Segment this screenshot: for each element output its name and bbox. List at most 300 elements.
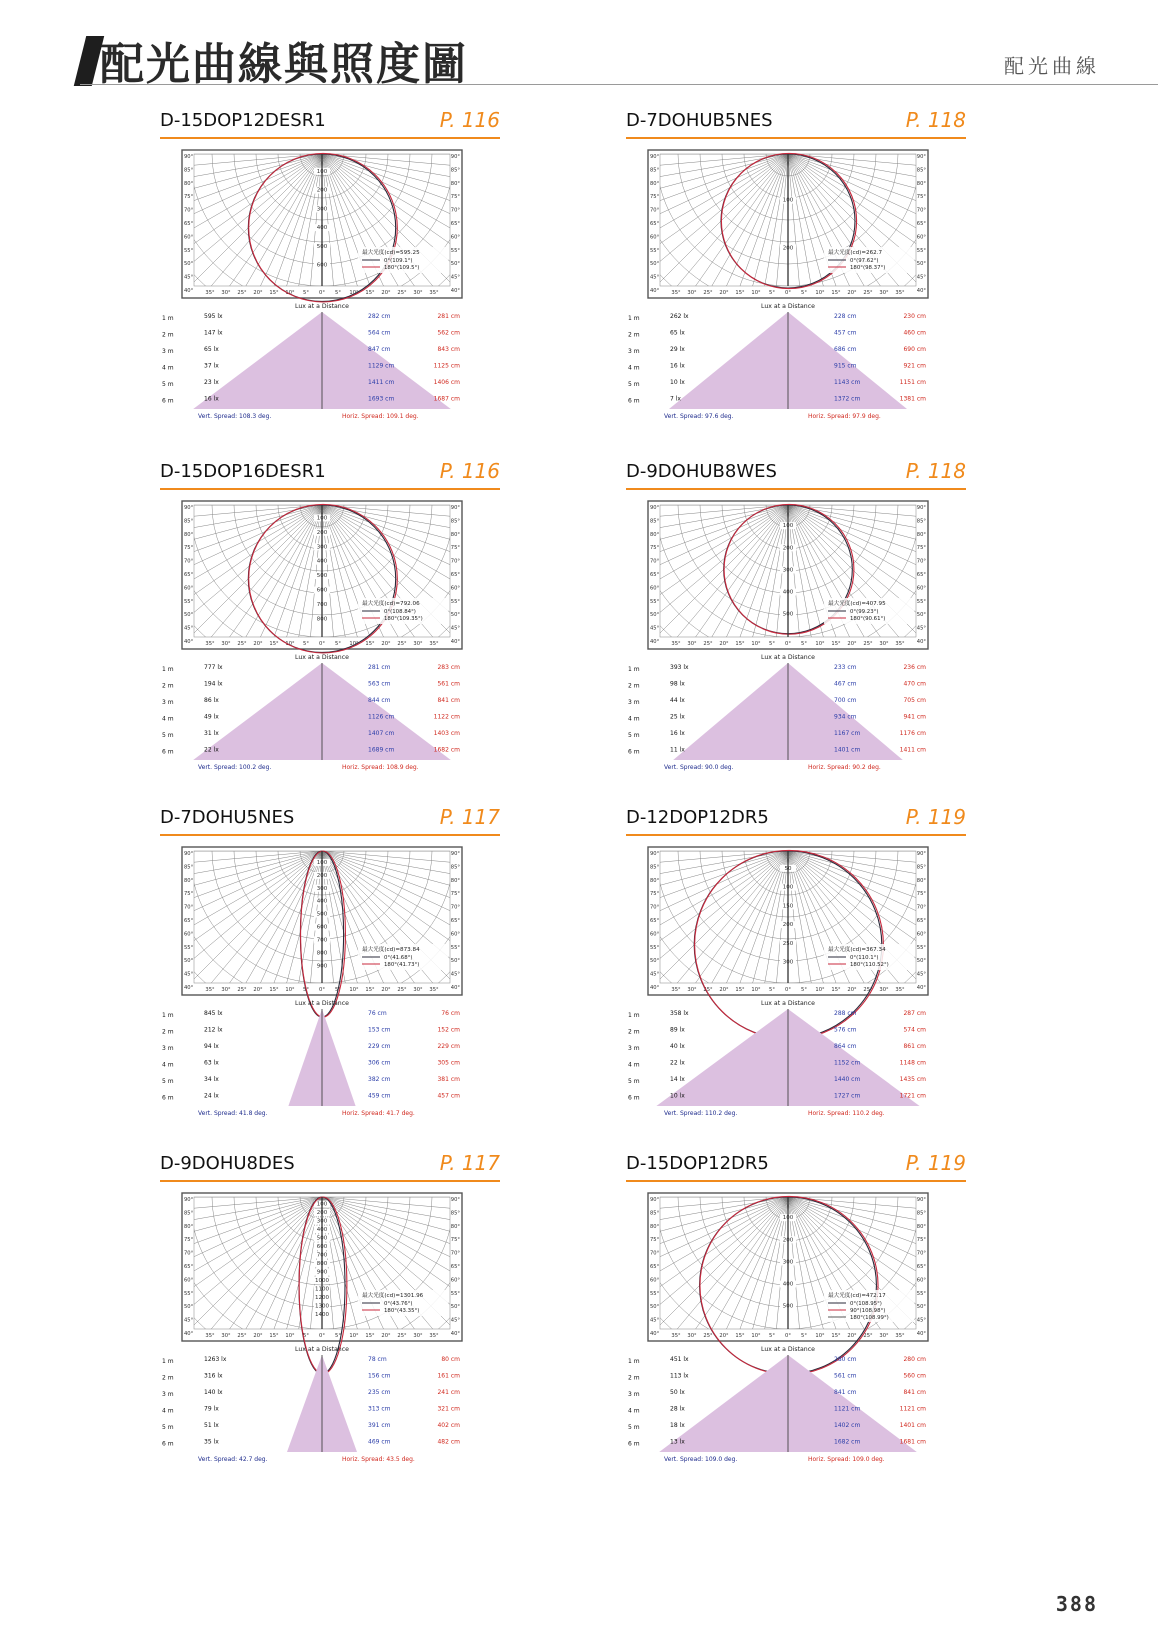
beam-diameter-v: 1693 cm [368,395,395,403]
angle-label-bottom: 25° [863,1333,873,1339]
lux-value: 10 lx [670,1092,685,1100]
beam-diameter-h: 941 cm [903,713,926,721]
angle-label-left: 85° [184,518,194,525]
product-card [160,461,500,801]
distance-label: 6 m [162,397,174,405]
title-underline [160,488,500,490]
legend-series: 180°(109.35°) [384,616,423,622]
angle-label-left: 50° [650,958,660,965]
angle-label-right: 80° [916,180,926,187]
angle-label-left: 70° [650,558,660,565]
catalog-page-ref: P. 118 [905,108,966,132]
angle-label-bottom: 0° [785,1333,791,1339]
angle-label-left: 85° [650,167,660,174]
angle-label-bottom: 10° [285,1333,295,1339]
horizontal-spread: Horiz. Spread: 43.5 deg. [342,1456,415,1463]
lux-value: 79 lx [204,1405,219,1413]
beam-diameter-h: 470 cm [903,680,926,688]
lux-value: 86 lx [204,697,219,704]
angle-label-right: 70° [450,904,460,911]
angle-label-right: 75° [450,891,460,898]
angle-label-bottom: 20° [847,641,857,647]
angle-label-left: 60° [650,585,660,592]
angle-label-bottom: 30° [687,641,697,647]
legend-series: 90°(108.98°) [850,1308,886,1314]
page-title: 配光曲線與照度圖 [100,39,468,90]
lux-value: 451 lx [670,1356,689,1363]
angle-label-bottom: 25° [237,641,247,647]
angle-label-bottom: 20° [847,987,857,993]
angle-label-left: 75° [184,891,194,898]
angle-label-bottom: 20° [253,290,263,296]
title-underline [626,488,966,490]
angle-label-bottom: 5° [335,1333,341,1339]
beam-diameter-v: 469 cm [368,1438,391,1446]
angle-label-left: 40° [184,288,194,294]
angle-label-bottom: 25° [397,641,407,647]
lux-value: 23 lx [204,379,219,386]
angle-label-right: 45° [916,625,926,632]
angle-label-bottom: 5° [769,987,775,993]
distance-label: 3 m [628,1045,640,1052]
lux-value: 98 lx [670,680,685,688]
page-number: 388 [1055,1592,1098,1616]
distance-label: 5 m [628,1078,640,1085]
angle-label-left: 45° [650,1317,660,1324]
angle-label-bottom: 10° [751,1333,761,1339]
angle-label-right: 55° [450,1290,460,1297]
angle-label-left: 70° [184,558,194,565]
angle-label-right: 50° [916,958,926,965]
distance-label: 2 m [162,682,174,690]
beam-diameter-h: 861 cm [903,1043,926,1050]
beam-diameter-v: 233 cm [834,664,857,671]
angle-label-bottom: 15° [269,290,279,296]
product-card [160,1153,500,1493]
beam-diameter-v: 1440 cm [834,1076,861,1083]
lux-table-title: Lux at a Distance [295,654,349,661]
angle-label-bottom: 30° [221,1333,231,1339]
lux-value: 262 lx [670,313,689,320]
beam-diameter-h: 152 cm [437,1026,460,1034]
beam-diameter-h: 402 cm [437,1422,460,1429]
beam-diameter-v: 1727 cm [834,1092,861,1100]
legend-max-intensity: 最大光度(cd)=472.17 [828,1293,886,1299]
beam-diameter-v: 686 cm [834,346,857,353]
luminaire-photometric-figure [160,1189,490,1509]
angle-label-bottom: 5° [303,641,309,647]
model-name: D-7DOHUB5NES [626,110,773,131]
lux-value: 13 lx [670,1438,685,1446]
angle-label-bottom: 20° [719,290,729,296]
angle-label-bottom: 35° [895,290,905,296]
angle-label-left: 75° [184,1237,194,1244]
product-card [626,110,966,450]
beam-diameter-h: 236 cm [903,664,926,671]
angle-label-bottom: 10° [349,987,359,993]
angle-label-bottom: 15° [365,1333,375,1339]
luminaire-photometric-figure [160,146,490,466]
beam-diameter-h: 562 cm [437,329,460,337]
angle-label-bottom: 25° [863,641,873,647]
angle-label-bottom: 5° [801,641,807,647]
angle-label-right: 45° [916,971,926,978]
angle-label-right: 85° [450,167,460,174]
lux-value: 35 lx [204,1438,219,1446]
angle-label-bottom: 10° [751,641,761,647]
distance-label: 5 m [628,381,640,388]
angle-label-bottom: 35° [205,290,215,296]
beam-diameter-h: 705 cm [903,697,926,704]
angle-label-right: 80° [450,531,460,538]
angle-label-right: 85° [450,1210,460,1217]
beam-diameter-v: 1401 cm [834,746,861,754]
beam-diameter-h: 76 cm [441,1010,460,1017]
angle-label-left: 65° [650,221,660,227]
angle-label-left: 80° [650,531,660,538]
angle-label-bottom: 25° [703,1333,713,1339]
angle-label-bottom: 30° [221,290,231,296]
angle-label-right: 65° [450,1264,460,1270]
angle-label-bottom: 15° [831,987,841,993]
angle-label-right: 55° [450,944,460,951]
beam-diameter-v: 915 cm [834,362,857,370]
angle-label-left: 40° [184,985,194,991]
title-underline [626,137,966,139]
lux-value: 25 lx [670,713,685,721]
beam-diameter-h: 482 cm [437,1438,460,1446]
vertical-spread: Vert. Spread: 100.2 deg. [198,764,272,771]
angle-label-left: 75° [650,1237,660,1244]
lux-distance-table [628,654,926,771]
angle-label-right: 40° [916,985,926,991]
angle-label-bottom: 25° [397,290,407,296]
legend-max-intensity: 最大光度(cd)=262.7 [828,250,883,256]
beam-diameter-h: 1682 cm [433,746,460,754]
distance-label: 6 m [162,1440,174,1448]
legend-series: 180°(109.5°) [384,265,420,271]
angle-label-right: 75° [916,1237,926,1244]
distance-label: 3 m [162,348,174,355]
angle-label-left: 85° [650,518,660,525]
angle-label-bottom: 25° [237,987,247,993]
beam-diameter-h: 305 cm [437,1059,460,1067]
angle-label-left: 90° [184,851,194,857]
angle-label-left: 45° [184,274,194,281]
beam-diameter-v: 457 cm [834,329,857,337]
beam-diameter-h: 1381 cm [899,395,926,403]
angle-label-left: 90° [650,505,660,511]
beam-diameter-h: 80 cm [441,1356,460,1363]
angle-label-left: 55° [184,598,194,605]
angle-label-left: 75° [184,194,194,201]
angle-label-bottom: 20° [253,1333,263,1339]
angle-label-right: 45° [450,274,460,281]
lux-value: 595 lx [204,313,223,320]
horizontal-spread: Horiz. Spread: 109.1 deg. [342,413,419,420]
lux-table-title: Lux at a Distance [761,1000,815,1007]
beam-diameter-h: 1681 cm [899,1438,926,1446]
angle-label-left: 85° [650,1210,660,1217]
angle-label-bottom: 5° [303,1333,309,1339]
beam-diameter-v: 1143 cm [834,379,861,386]
angle-label-left: 70° [650,1250,660,1257]
angle-label-left: 65° [650,1264,660,1270]
angle-label-right: 60° [916,1277,926,1284]
angle-label-right: 40° [450,288,460,294]
angle-label-right: 65° [916,572,926,578]
legend-series: 0°(99.23°) [850,609,879,615]
angle-label-left: 40° [184,639,194,645]
beam-diameter-h: 287 cm [903,1010,926,1017]
angle-label-right: 90° [450,1197,460,1203]
beam-diameter-v: 1682 cm [834,1438,861,1446]
angle-label-left: 80° [184,1223,194,1230]
beam-diameter-h: 561 cm [437,680,460,688]
angle-label-bottom: 30° [221,987,231,993]
angle-label-bottom: 35° [429,641,439,647]
angle-label-right: 45° [916,1317,926,1324]
catalog-page-ref: P. 118 [905,459,966,483]
horizontal-spread: Horiz. Spread: 41.7 deg. [342,1110,415,1117]
beam-diameter-v: 1121 cm [834,1405,861,1413]
distance-label: 6 m [162,748,174,756]
angle-label-bottom: 30° [879,1333,889,1339]
legend-series: 180°(90.61°) [850,616,886,622]
angle-label-bottom: 30° [413,290,423,296]
lux-value: 65 lx [670,329,685,337]
beam-diameter-v: 1126 cm [368,713,395,721]
lux-value: 212 lx [204,1026,223,1034]
lux-distance-table [628,303,926,420]
beam-diameter-v: 561 cm [834,1372,857,1380]
legend-series: 180°(41.73°) [384,962,420,968]
distance-label: 1 m [628,1012,640,1019]
horizontal-spread: Horiz. Spread: 90.2 deg. [808,764,881,771]
angle-label-left: 85° [184,864,194,871]
angle-label-left: 85° [184,1210,194,1217]
distance-label: 3 m [162,1391,174,1398]
legend-series: 0°(109.1°) [384,258,413,264]
angle-label-right: 85° [916,864,926,871]
angle-label-bottom: 20° [381,1333,391,1339]
angle-label-bottom: 35° [671,641,681,647]
distance-label: 2 m [162,331,174,339]
lux-table-title: Lux at a Distance [295,1000,349,1007]
angle-label-left: 60° [184,234,194,241]
beam-diameter-v: 563 cm [368,680,391,688]
product-card [160,110,500,450]
beam-diameter-h: 241 cm [437,1389,460,1396]
lux-value: 16 lx [670,362,685,370]
distance-label: 6 m [628,748,640,756]
distance-label: 2 m [162,1374,174,1382]
angle-label-bottom: 30° [413,1333,423,1339]
distance-label: 6 m [628,1094,640,1102]
distance-label: 1 m [628,315,640,322]
legend-max-intensity: 最大光度(cd)=407.95 [828,601,886,607]
angle-label-left: 70° [650,904,660,911]
angle-label-bottom: 0° [319,290,325,296]
angle-label-left: 55° [184,247,194,254]
beam-diameter-h: 283 cm [437,664,460,671]
angle-label-left: 50° [184,612,194,619]
angle-label-bottom: 20° [381,987,391,993]
lux-distance-table [162,654,460,771]
lux-value: 34 lx [204,1076,219,1083]
angle-label-left: 65° [184,221,194,227]
lux-value: 51 lx [204,1422,219,1429]
angle-label-bottom: 5° [769,1333,775,1339]
beam-diameter-h: 1401 cm [899,1422,926,1429]
angle-label-left: 90° [184,1197,194,1203]
angle-label-left: 80° [650,180,660,187]
lux-value: 11 lx [670,746,685,754]
distance-label: 4 m [628,364,640,372]
lux-value: 29 lx [670,346,685,353]
angle-label-right: 65° [916,918,926,924]
beam-diameter-v: 156 cm [368,1372,391,1380]
lux-value: 316 lx [204,1372,223,1380]
beam-diameter-v: 235 cm [368,1389,391,1396]
angle-label-left: 90° [184,505,194,511]
beam-diameter-h: 841 cm [903,1389,926,1396]
lux-table-title: Lux at a Distance [295,303,349,310]
lux-distance-table [162,1000,460,1117]
angle-label-bottom: 20° [253,987,263,993]
product-card [160,807,500,1147]
legend-max-intensity: 最大光度(cd)=792.06 [362,601,420,607]
distance-label: 2 m [628,331,640,339]
legend-max-intensity: 最大光度(cd)=873.84 [362,947,420,953]
lux-value: 22 lx [204,746,219,754]
angle-label-right: 90° [450,154,460,160]
angle-label-right: 65° [916,1264,926,1270]
distance-label: 4 m [162,1061,174,1069]
lux-table-title: Lux at a Distance [761,654,815,661]
luminaire-photometric-figure [626,497,956,817]
angle-label-right: 80° [916,531,926,538]
distance-label: 4 m [628,1407,640,1415]
angle-label-right: 85° [916,518,926,525]
angle-label-right: 75° [450,545,460,552]
beam-diameter-v: 1152 cm [834,1059,861,1067]
vertical-spread: Vert. Spread: 108.3 deg. [198,413,272,420]
angle-label-bottom: 30° [413,641,423,647]
distance-label: 3 m [162,1045,174,1052]
beam-diameter-v: 1167 cm [834,730,861,737]
angle-label-left: 55° [650,247,660,254]
legend-series: 180°(110.52°) [850,962,889,968]
beam-diameter-v: 391 cm [368,1422,391,1429]
angle-label-left: 70° [184,207,194,214]
catalog-page-ref: P. 117 [439,805,500,829]
angle-label-left: 50° [650,1304,660,1311]
vertical-spread: Vert. Spread: 90.0 deg. [664,764,734,771]
lux-distance-table [628,1000,926,1117]
angle-label-right: 80° [916,1223,926,1230]
angle-label-right: 45° [450,971,460,978]
angle-label-right: 80° [450,180,460,187]
distance-label: 4 m [628,715,640,723]
legend-max-intensity: 最大光度(cd)=595.25 [362,250,420,256]
beam-diameter-v: 1407 cm [368,730,395,737]
catalog-page-ref: P. 116 [439,459,500,483]
model-name: D-12DOP12DR5 [626,807,769,828]
angle-label-right: 60° [450,234,460,241]
lux-value: 89 lx [670,1026,685,1034]
angle-label-bottom: 20° [253,641,263,647]
angle-label-left: 45° [184,625,194,632]
horizontal-spread: Horiz. Spread: 97.9 deg. [808,413,881,420]
lux-value: 49 lx [204,713,219,721]
angle-label-bottom: 10° [285,987,295,993]
angle-label-bottom: 20° [719,987,729,993]
angle-label-left: 50° [184,958,194,965]
angle-label-left: 70° [184,1250,194,1257]
beam-diameter-v: 229 cm [368,1043,391,1050]
angle-label-left: 65° [184,1264,194,1270]
angle-label-bottom: 5° [801,290,807,296]
distance-label: 5 m [628,1424,640,1431]
angle-label-left: 45° [184,971,194,978]
angle-label-right: 45° [916,274,926,281]
angle-label-right: 65° [450,221,460,227]
model-name: D-15DOP12DR5 [626,1153,769,1174]
angle-label-right: 90° [916,154,926,160]
beam-diameter-h: 841 cm [437,697,460,704]
angle-label-bottom: 20° [719,641,729,647]
angle-label-right: 65° [450,572,460,578]
angle-label-right: 50° [450,261,460,268]
angle-label-left: 55° [184,1290,194,1297]
angle-label-right: 70° [916,207,926,214]
angle-label-right: 85° [916,167,926,174]
beam-diameter-h: 1151 cm [899,379,926,386]
lux-value: 16 lx [670,730,685,737]
angle-label-right: 40° [916,1331,926,1337]
distance-label: 3 m [162,699,174,706]
legend-series: 0°(108.84°) [384,609,416,615]
distance-label: 5 m [162,1078,174,1085]
legend-series: 0°(97.62°) [850,258,879,264]
angle-label-right: 70° [450,1250,460,1257]
angle-label-left: 40° [650,1331,660,1337]
lux-value: 358 lx [670,1010,689,1017]
angle-label-bottom: 25° [703,290,713,296]
beam-diameter-v: 1411 cm [368,379,395,386]
angle-label-bottom: 15° [735,641,745,647]
distance-label: 2 m [628,1374,640,1382]
angle-label-right: 50° [450,1304,460,1311]
angle-label-bottom: 35° [895,1333,905,1339]
lux-value: 31 lx [204,730,219,737]
distance-label: 2 m [628,1028,640,1036]
angle-label-right: 55° [916,944,926,951]
angle-label-bottom: 10° [349,290,359,296]
angle-label-right: 80° [450,1223,460,1230]
angle-label-right: 55° [916,1290,926,1297]
angle-label-bottom: 35° [671,290,681,296]
beam-diameter-h: 1687 cm [433,395,460,403]
beam-diameter-h: 280 cm [903,1356,926,1363]
lux-table-title: Lux at a Distance [761,303,815,310]
luminaire-photometric-figure [160,497,490,817]
distance-label: 1 m [162,1358,174,1365]
angle-label-right: 90° [916,505,926,511]
beam-diameter-h: 457 cm [437,1092,460,1100]
lux-value: 22 lx [670,1059,685,1067]
